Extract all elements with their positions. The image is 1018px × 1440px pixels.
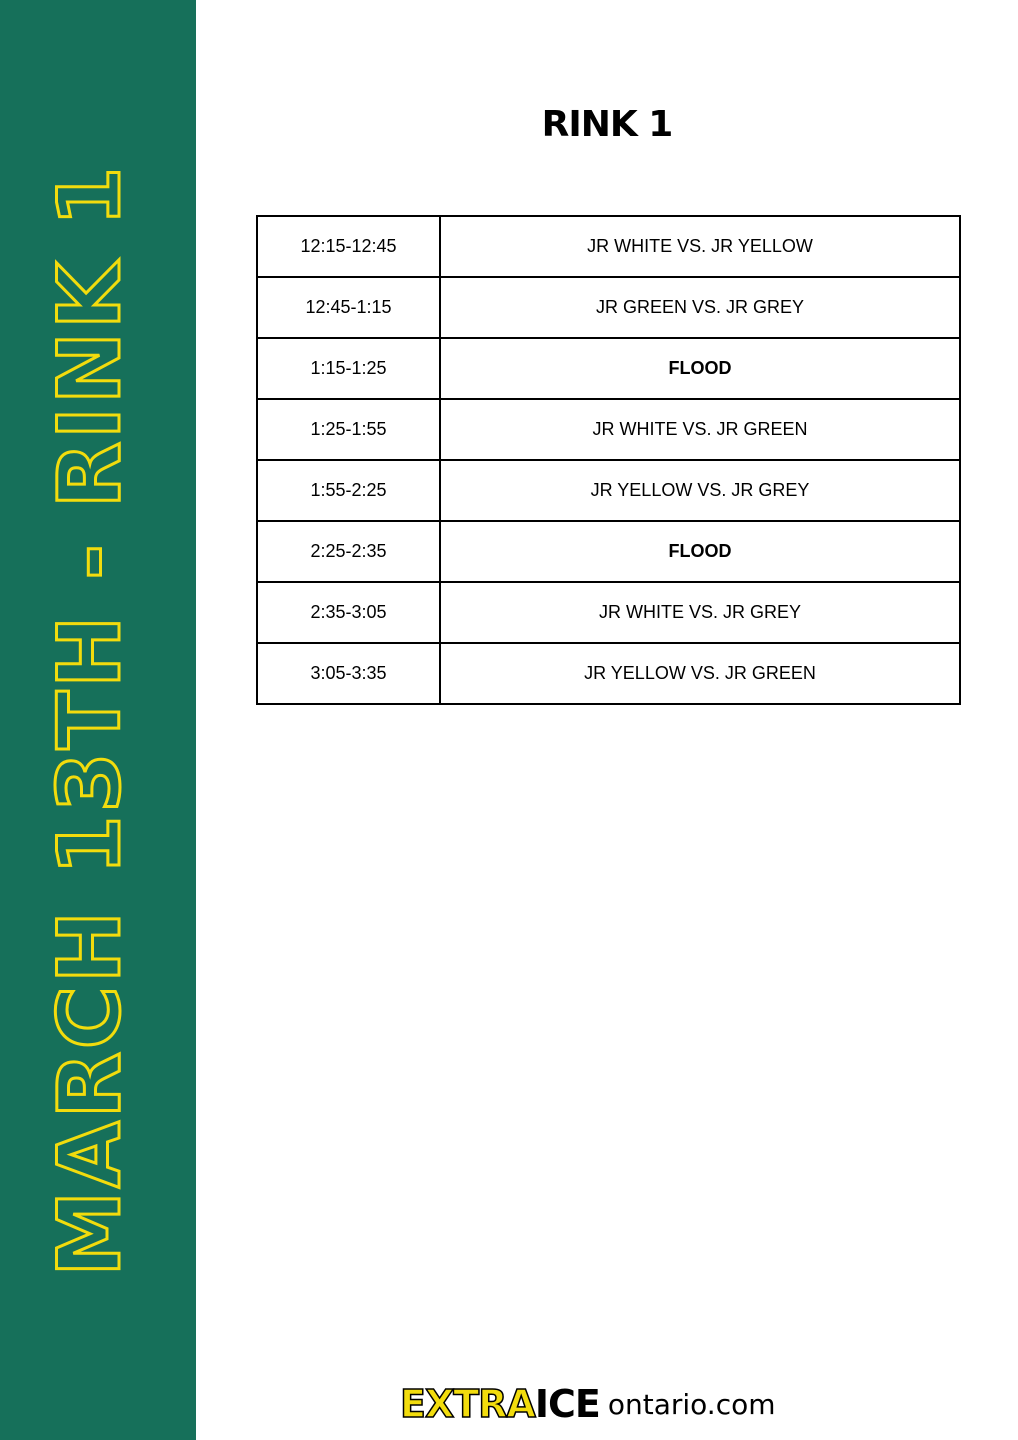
time-cell: 12:15-12:45 [257, 216, 440, 277]
table-row [257, 277, 960, 338]
logo-extra-text: EXTRA [400, 1382, 535, 1426]
time-cell: 2:35-3:05 [257, 582, 440, 643]
sidebar-title: MARCH 13TH - RINK 1 [40, 163, 140, 1277]
table-row [257, 399, 960, 460]
flood-cell: FLOOD [440, 521, 960, 582]
event-cell: JR WHITE VS. JR GREEN [440, 399, 960, 460]
time-cell: 1:15-1:25 [257, 338, 440, 399]
time-cell: 1:55-2:25 [257, 460, 440, 521]
time-cell: 2:25-2:35 [257, 521, 440, 582]
table-row [257, 521, 960, 582]
time-cell: 3:05-3:35 [257, 643, 440, 704]
time-cell: 12:45-1:15 [257, 277, 440, 338]
table-row [257, 338, 960, 399]
sidebar-banner [0, 0, 196, 1440]
table-row [257, 216, 960, 277]
event-cell: JR WHITE VS. JR GREY [440, 582, 960, 643]
table-row [257, 460, 960, 521]
time-cell: 1:25-1:55 [257, 399, 440, 460]
schedule-table [256, 215, 961, 705]
flood-cell: FLOOD [440, 338, 960, 399]
table-row [257, 643, 960, 704]
logo-ice-text: ICE [534, 1382, 600, 1426]
logo-domain-text: ontario.com [607, 1387, 776, 1421]
table-row [257, 582, 960, 643]
event-cell: JR GREEN VS. JR GREY [440, 277, 960, 338]
event-cell: JR YELLOW VS. JR GREY [440, 460, 960, 521]
extraice-logo [400, 1384, 776, 1424]
page-title: RINK 1 [541, 104, 673, 145]
event-cell: JR YELLOW VS. JR GREEN [440, 643, 960, 704]
event-cell: JR WHITE VS. JR YELLOW [440, 216, 960, 277]
